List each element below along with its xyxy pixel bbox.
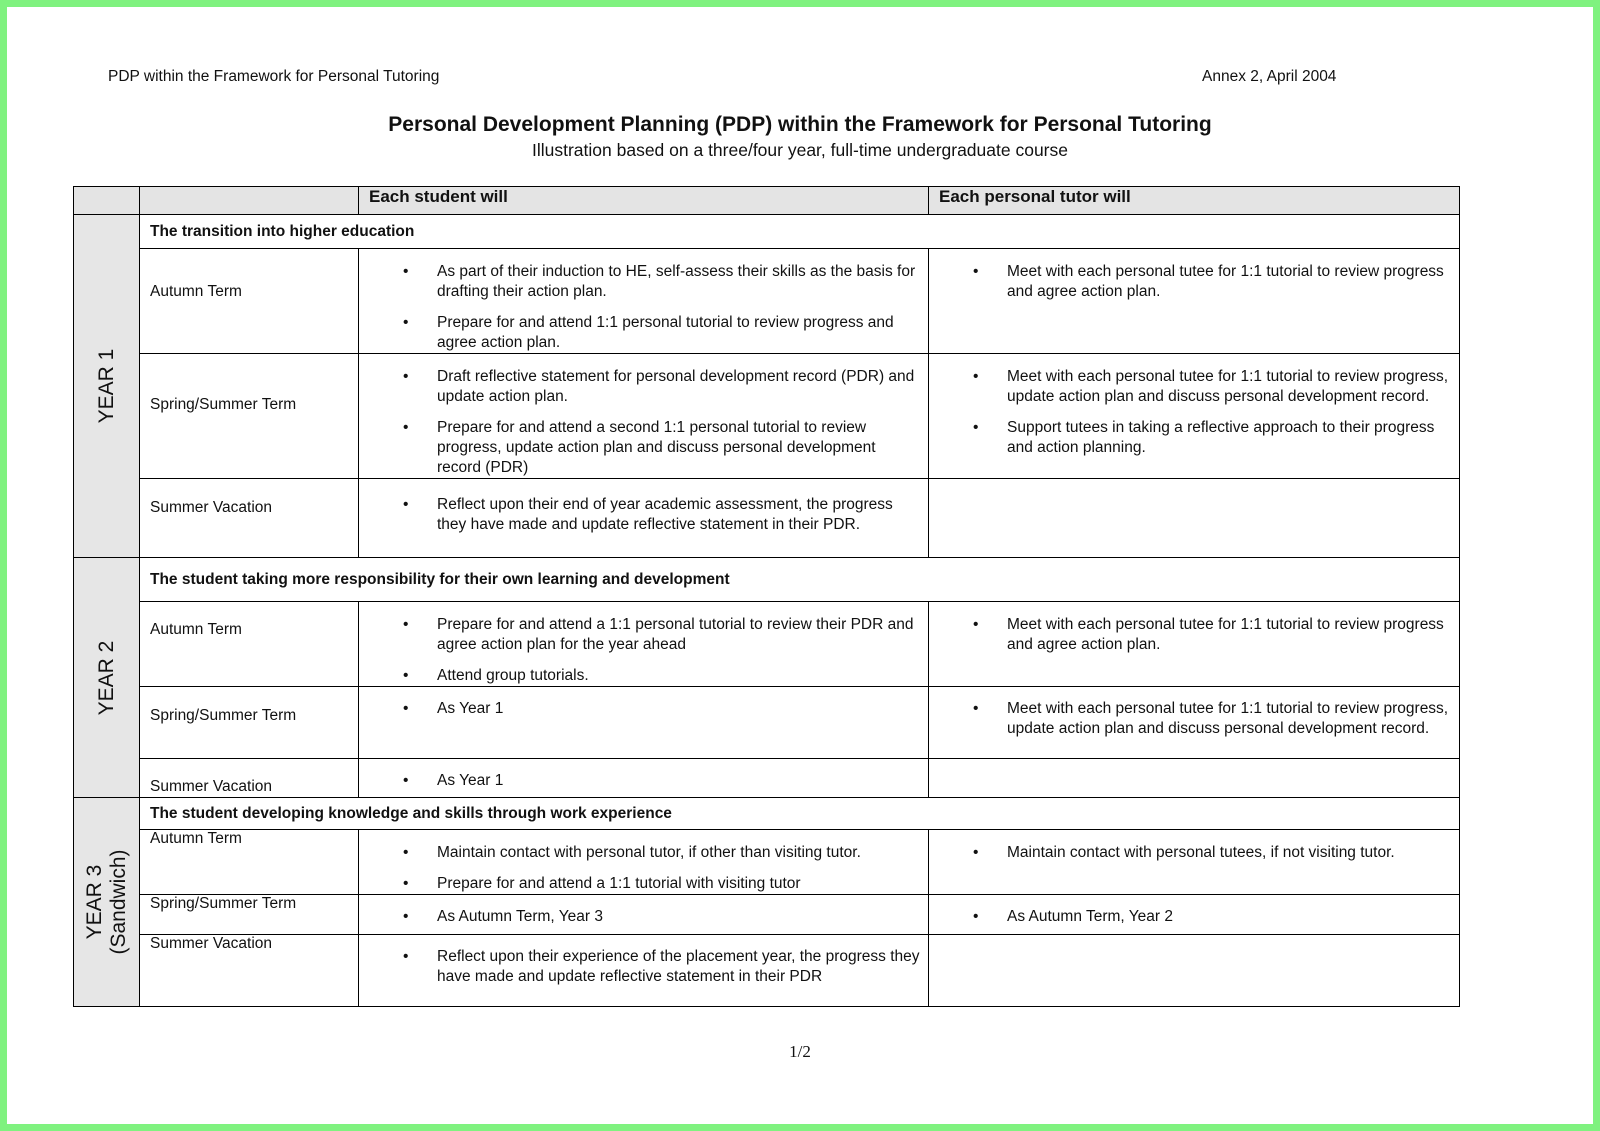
tutor-actions [929, 687, 1460, 759]
student-actions [359, 249, 929, 354]
list-item: • Maintain contact with personal tutor, if other than visiting tutor. [359, 843, 928, 863]
list-item: • Prepare for and attend 1:1 personal tutorial to review progress and agree action plan. [359, 313, 928, 353]
header-student-column [359, 187, 929, 215]
table-row [74, 830, 1460, 895]
year-2-section-title: The student taking more responsibility for their own learning and development [140, 558, 1460, 602]
running-header-left: PDP within the Framework for Personal Tutoring [108, 68, 440, 85]
list-item: • As part of their induction to HE, self-assess their skills as the basis for drafting their action plan. [359, 262, 928, 302]
student-actions [359, 935, 929, 1007]
list-item: • Meet with each personal tutee for 1:1 tutorial to review progress, update action plan and discuss personal development record. [929, 367, 1459, 407]
tutor-actions-empty [929, 479, 1460, 558]
term-label: Spring/Summer Term [140, 354, 359, 479]
year-1-label: YEAR 1 [94, 348, 118, 424]
tutor-column-label: Each personal tutor will [939, 187, 1131, 206]
student-actions [359, 895, 929, 935]
table-row [74, 479, 1460, 558]
term-label: Autumn Term [140, 602, 359, 687]
student-actions [359, 759, 929, 798]
list-item: • Draft reflective statement for personal development record (PDR) and update action plan. [359, 367, 928, 407]
header-tutor-column [929, 187, 1460, 215]
section-row-year-1 [74, 215, 1460, 249]
year-1-section-title: The transition into higher education [140, 215, 1460, 249]
student-column-label: Each student will [369, 187, 508, 206]
list-item: • Meet with each personal tutee for 1:1 tutorial to review progress, update action plan and discuss personal development record. [929, 699, 1459, 739]
student-actions [359, 687, 929, 759]
header-term-cell [140, 187, 359, 215]
tutor-actions [929, 249, 1460, 354]
tutor-actions [929, 830, 1460, 895]
section-row-year-2 [74, 558, 1460, 602]
list-item: • Reflect upon their end of year academic assessment, the progress they have made and update reflective statement in their PDR. [359, 495, 928, 535]
page-number: 1/2 [789, 1042, 811, 1061]
year-1-label-cell [74, 215, 140, 558]
term-label: Summer Vacation [140, 759, 359, 798]
table-row [74, 759, 1460, 798]
term-label: Autumn Term [140, 249, 359, 354]
tutor-actions-empty [929, 935, 1460, 1007]
running-header-right: Annex 2, April 2004 [1202, 68, 1337, 85]
header-corner-cell [74, 187, 140, 215]
document-title: Personal Development Planning (PDP) within the Framework for Personal Tutoring [388, 113, 1212, 136]
table-row [74, 354, 1460, 479]
term-label: Spring/Summer Term [140, 895, 359, 935]
list-item: • Prepare for and attend a 1:1 tutorial with visiting tutor [359, 874, 928, 894]
list-item: • Attend group tutorials. [359, 666, 928, 686]
tutor-actions-empty [929, 759, 1460, 798]
table-row [74, 935, 1460, 1007]
year-3-label: YEAR 3 (Sandwich) [82, 849, 130, 955]
list-item: • Prepare for and attend a 1:1 personal tutorial to review their PDR and agree action plan for the year ahead [359, 615, 928, 655]
list-item: • Meet with each personal tutee for 1:1 tutorial to review progress and agree action plan. [929, 615, 1459, 655]
student-actions [359, 830, 929, 895]
list-item: • Reflect upon their experience of the placement year, the progress they have made and update reflective statement in their PDR [359, 947, 928, 987]
list-item: • As Year 1 [359, 699, 928, 719]
year-2-label-cell [74, 558, 140, 798]
term-label: Summer Vacation [140, 479, 359, 558]
document-subtitle: Illustration based on a three/four year, full-time undergraduate course [531, 140, 1068, 160]
list-item: • Maintain contact with personal tutees, if not visiting tutor. [929, 843, 1459, 863]
table-row [74, 895, 1460, 935]
tutor-actions [929, 354, 1460, 479]
student-actions [359, 479, 929, 558]
student-actions [359, 354, 929, 479]
list-item: • As Year 1 [359, 771, 928, 791]
year-2-label: YEAR 2 [94, 640, 118, 715]
term-label: Spring/Summer Term [140, 687, 359, 759]
term-label: Summer Vacation [140, 935, 359, 1007]
student-actions [359, 602, 929, 687]
year-3-label-cell [74, 798, 140, 1007]
term-label: Autumn Term [140, 830, 359, 895]
year-3-section-title: The student developing knowledge and skills through work experience [140, 798, 1460, 830]
pdp-table [73, 186, 1460, 1007]
list-item: • Support tutees in taking a reflective approach to their progress and action planning. [929, 418, 1459, 458]
table-row [74, 602, 1460, 687]
list-item: • Prepare for and attend a second 1:1 personal tutorial to review progress, update action plan and discuss personal development record (PDR) [359, 418, 928, 478]
tutor-actions [929, 895, 1460, 935]
table-header-row [74, 187, 1460, 215]
table-row [74, 249, 1460, 354]
tutor-actions [929, 602, 1460, 687]
table-row [74, 687, 1460, 759]
list-item: • As Autumn Term, Year 2 [929, 907, 1459, 927]
section-row-year-3 [74, 798, 1460, 830]
list-item: • As Autumn Term, Year 3 [359, 907, 928, 927]
list-item: • Meet with each personal tutee for 1:1 tutorial to review progress and agree action plan. [929, 262, 1459, 302]
